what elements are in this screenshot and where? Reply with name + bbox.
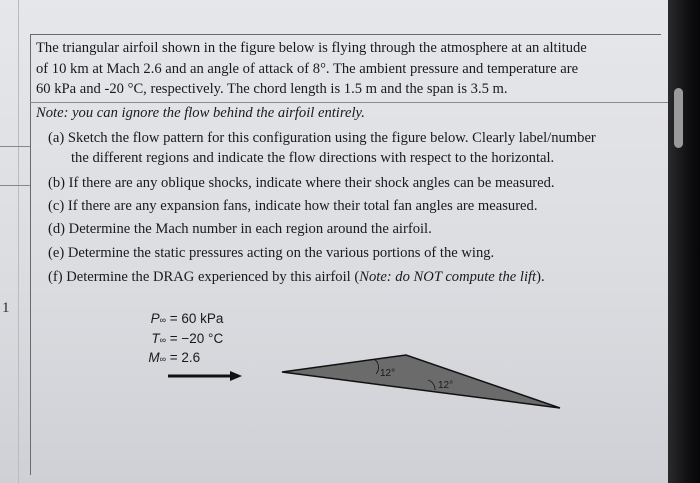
monitor-bezel xyxy=(668,0,700,483)
flow-arrow-head xyxy=(230,371,242,381)
part-e: (e) Determine the static pressures acting on the various portions of the wing. xyxy=(48,245,495,261)
airfoil-figure xyxy=(160,350,580,420)
left-margin-line xyxy=(18,0,19,483)
table-row-border xyxy=(30,102,668,103)
part-d: (d) Determine the Mach number in each region around the airfoil. xyxy=(48,221,432,237)
intro-line: The triangular airfoil shown in the figure below is flying through the atmosphere at an altitude xyxy=(36,40,587,56)
part-f-note: Note: do NOT compute the lift xyxy=(359,269,537,285)
part-f-end: ). xyxy=(536,269,545,285)
flow-arrow xyxy=(168,371,242,381)
pressure-line xyxy=(136,310,223,330)
intro-line: of 10 km at Mach 2.6 and an angle of attack of 8°. The ambient pressure and temperature are xyxy=(36,60,579,77)
temperature-line xyxy=(136,330,223,350)
left-divider xyxy=(0,146,30,147)
part-b: (b) If there are any oblique shocks, indicate where their shock angles can be measured. xyxy=(48,175,555,191)
mach-symbol: M∞ xyxy=(148,350,166,365)
scrollbar-thumb[interactable] xyxy=(674,88,683,148)
temperature-value: = −20 °C xyxy=(169,330,224,346)
problem-note: Note: you can ignore the flow behind the airfoil entirely. xyxy=(36,105,365,121)
margin-number: 1 xyxy=(2,300,10,316)
part-a-line-1: (a) Sketch the flow pattern for this configuration using the figure below. Clearly label/number xyxy=(48,130,596,146)
intro-line: 60 kPa and -20 °C, respectively. The chord length is 1.5 m and the span is 3.5 m. xyxy=(36,81,508,97)
part-f-text: (f) Determine the DRAG experienced by this airfoil ( xyxy=(48,269,360,285)
mach-value: = 2.6 xyxy=(169,350,201,365)
part-a xyxy=(48,128,596,168)
angle-label-lower: 12° xyxy=(438,380,454,391)
part-f xyxy=(48,267,545,287)
pressure-value: = 60 kPa xyxy=(169,311,224,326)
part-a-line-2: the different regions and indicate the flow directions with respect to the horizontal. xyxy=(71,150,555,166)
triangular-airfoil xyxy=(282,355,560,408)
left-divider xyxy=(0,185,30,186)
angle-label-upper: 12° xyxy=(380,368,396,379)
temperature-symbol: T∞ xyxy=(151,330,166,346)
part-c: (c) If there are any expansion fans, indicate how their total fan angles are measured. xyxy=(48,198,538,214)
pressure-symbol: P∞ xyxy=(150,311,166,326)
problem-intro xyxy=(36,38,662,100)
